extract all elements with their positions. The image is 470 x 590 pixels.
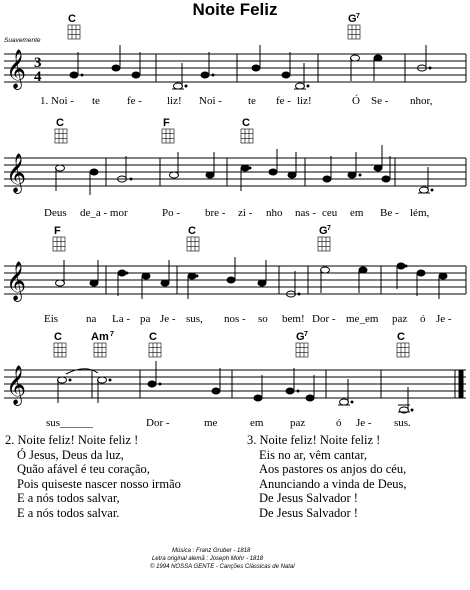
staff-lines <box>4 158 466 186</box>
lyrics-line-2 <box>44 207 429 219</box>
note <box>252 65 260 71</box>
note <box>132 72 140 78</box>
tempo-marking: Suavemente <box>4 37 41 44</box>
svg-text:sus______: sus______ <box>46 417 94 429</box>
svg-text:Eis: Eis <box>44 313 59 325</box>
svg-text:nhor,: nhor, <box>410 95 433 107</box>
chord-symbols <box>68 13 360 25</box>
svg-text:1. Noi -: 1. Noi - <box>40 95 74 107</box>
svg-text:bre -: bre - <box>205 207 226 219</box>
music-system-1 <box>0 0 470 112</box>
svg-text:em: em <box>250 417 264 429</box>
verse-line: Anunciando a vinda de Deus, <box>259 476 407 491</box>
verse-2 <box>5 433 181 520</box>
svg-text:em: em <box>350 207 364 219</box>
notes <box>56 145 434 195</box>
svg-text:zi -: zi - <box>238 207 253 219</box>
verse-line: De Jesus Salvador ! <box>259 505 358 520</box>
song-title: Noite Feliz <box>192 0 278 19</box>
svg-text:7: 7 <box>327 225 331 232</box>
svg-text:C: C <box>56 117 64 129</box>
svg-text:Am: Am <box>91 331 109 343</box>
note <box>70 72 78 78</box>
svg-text:C: C <box>242 117 250 129</box>
tie <box>66 369 98 374</box>
svg-text:so: so <box>258 313 268 325</box>
chord-symbols <box>56 117 250 129</box>
svg-text:La -: La - <box>112 313 131 325</box>
chord-symbols <box>54 225 331 237</box>
svg-text:nho: nho <box>266 207 283 219</box>
music-system-2 <box>0 112 470 220</box>
svg-text:C: C <box>149 331 157 343</box>
svg-text:te: te <box>92 95 100 107</box>
svg-text:F: F <box>54 225 61 237</box>
svg-text:Ó: Ó <box>352 95 360 107</box>
chord-extension: 7 <box>356 13 360 20</box>
svg-text:na: na <box>86 313 97 325</box>
verse-line: Ó Jesus, Deus da luz, <box>17 447 124 462</box>
chord-diagrams <box>55 129 253 143</box>
svg-text:G: G <box>296 331 305 343</box>
verse-line: Eis no ar, vêm cantar, <box>259 447 367 462</box>
svg-text:ceu: ceu <box>322 207 338 219</box>
chord-diagrams <box>54 343 409 357</box>
svg-text:Noi -: Noi - <box>199 95 222 107</box>
svg-text:pa: pa <box>140 313 151 325</box>
svg-text:fe -: fe - <box>276 95 291 107</box>
svg-text:7: 7 <box>304 331 308 338</box>
credit-line: © 1994 NOSSA GENTE - Canções Clássicas de Natal <box>150 564 295 570</box>
chord-name: G <box>348 13 357 25</box>
svg-text:liz!: liz! <box>167 95 182 107</box>
svg-text:Je -: Je - <box>436 313 452 325</box>
svg-text:paz: paz <box>290 417 306 429</box>
time-signature-bottom: 4 <box>34 69 42 85</box>
svg-text:fe -: fe - <box>127 95 142 107</box>
svg-text:paz: paz <box>392 313 408 325</box>
verse-line: Aos pastores os anjos do céu, <box>259 462 407 476</box>
verse-line: E a nós todos salvar. <box>17 505 120 520</box>
note <box>112 65 120 71</box>
svg-text:liz!: liz! <box>297 95 312 107</box>
svg-text:ó: ó <box>420 313 426 325</box>
svg-text:me_em: me_em <box>346 313 379 325</box>
svg-text:C: C <box>54 331 62 343</box>
svg-text:nas -: nas - <box>295 207 317 219</box>
svg-text:bem!: bem! <box>282 313 305 325</box>
svg-text:C: C <box>188 225 196 237</box>
credits <box>150 547 410 571</box>
lyrics-line-4 <box>46 417 411 429</box>
chord-name: C <box>68 13 76 25</box>
lyrics-line-3 <box>44 313 452 325</box>
chord-symbols <box>54 331 405 343</box>
svg-text:G: G <box>319 225 328 237</box>
svg-text:C: C <box>397 331 405 343</box>
note <box>296 83 305 89</box>
svg-text:Dor -: Dor - <box>146 417 170 429</box>
verse-3 <box>247 433 407 520</box>
treble-clef: 𝄞 <box>6 261 27 301</box>
svg-text:Se -: Se - <box>371 95 389 107</box>
note <box>174 83 183 89</box>
treble-clef: 𝄞 <box>6 49 27 89</box>
svg-text:ó: ó <box>336 417 342 429</box>
svg-text:Je -: Je - <box>160 313 176 325</box>
note <box>282 72 290 78</box>
credit-line: Letra original alemã : Joseph Mohr - 1818 <box>152 556 264 562</box>
note <box>201 72 209 78</box>
music-system-3 <box>0 220 470 330</box>
treble-clef: 𝄞 <box>6 153 27 193</box>
svg-text:Je -: Je - <box>356 417 372 429</box>
note <box>351 55 360 61</box>
verse-line: Quão afável é teu coração, <box>17 462 150 476</box>
verse-line: Pois quiseste nascer nosso irmão <box>17 476 181 491</box>
music-system-4 <box>0 330 470 430</box>
lyrics-line-1 <box>40 95 433 107</box>
svg-text:nos -: nos - <box>224 313 246 325</box>
verse-line: 2. Noite feliz! Noite feliz ! <box>5 433 139 447</box>
chord-diagrams <box>53 237 330 251</box>
svg-text:de_a - mor: de_a - mor <box>80 207 128 219</box>
svg-text:Dor -: Dor - <box>312 313 336 325</box>
time-signature-top: 3 <box>34 55 42 71</box>
svg-text:te: te <box>248 95 256 107</box>
svg-text:Po -: Po - <box>162 207 181 219</box>
staff-lines <box>4 370 466 398</box>
treble-clef: 𝄞 <box>6 365 27 405</box>
verse-line: E a nós todos salvar, <box>17 491 120 505</box>
chord-diagrams <box>68 25 360 39</box>
notes <box>58 361 414 413</box>
svg-text:sus.: sus. <box>394 417 411 429</box>
svg-text:lém,: lém, <box>410 207 430 219</box>
verse-line: De Jesus Salvador ! <box>259 491 358 505</box>
verse-line: 3. Noite feliz! Noite feliz ! <box>247 433 381 447</box>
svg-text:Be -: Be - <box>380 207 399 219</box>
svg-text:F: F <box>163 117 170 129</box>
note <box>374 55 382 61</box>
svg-text:me: me <box>204 417 218 429</box>
svg-text:sus,: sus, <box>186 313 203 325</box>
notes <box>56 257 448 299</box>
svg-text:7: 7 <box>110 331 114 338</box>
svg-text:Deus: Deus <box>44 207 67 219</box>
credit-line: Música : Franz Gruber - 1818 <box>172 548 251 554</box>
